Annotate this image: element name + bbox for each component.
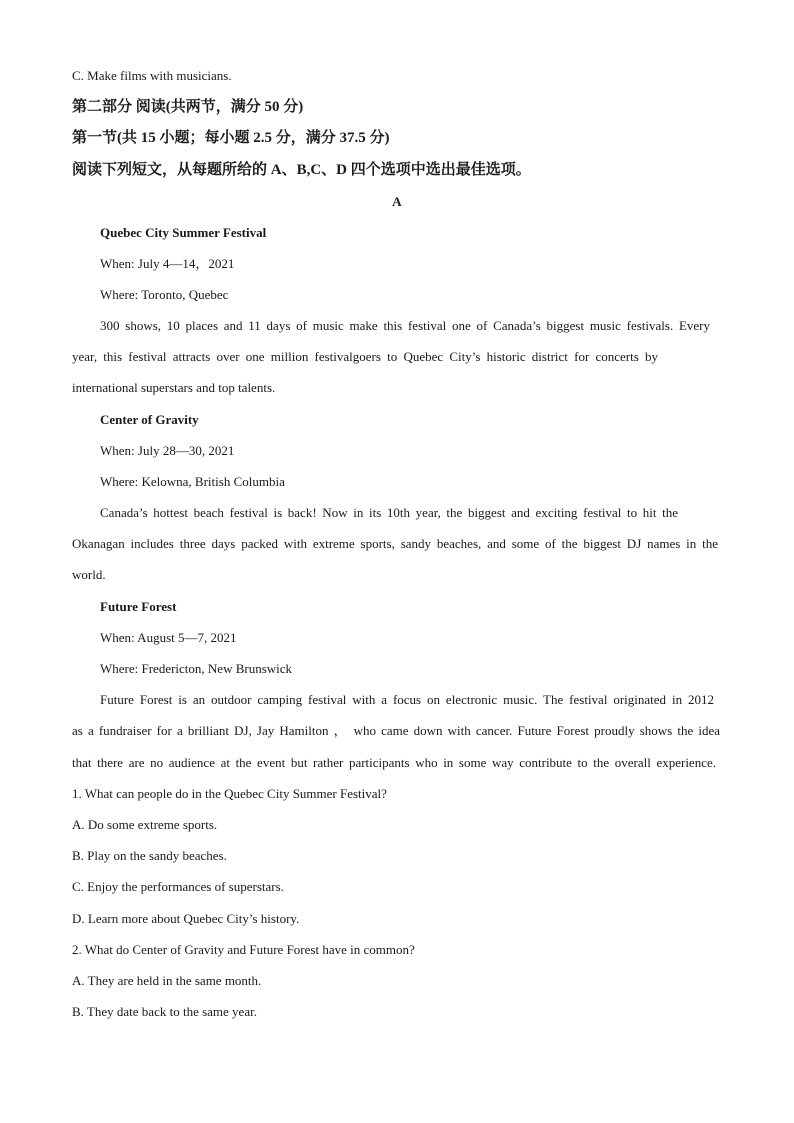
part-title: 第二部分 阅读(共两节，满分 50 分) xyxy=(72,99,304,115)
question-option: A. Do some extreme sports. xyxy=(72,817,218,832)
festival-desc-line: Okanagan includes three days packed with extreme sports, sandy beaches, and some of the biggest DJ names in the xyxy=(72,536,718,551)
question-option: D. Learn more about Quebec City’s history. xyxy=(72,911,300,926)
festival-desc-line: that there are no audience at the event but rather participants who in some way contribute to the overall experience. xyxy=(72,755,716,770)
festival-desc-line: international superstars and top talents. xyxy=(72,380,276,395)
previous-question-option-c: C. Make films with musicians. xyxy=(72,68,232,83)
question-stem: 2. What do Center of Gravity and Future Forest have in common? xyxy=(72,942,415,957)
festival-desc-line: 300 shows, 10 places and 11 days of music make this festival one of Canada’s biggest music festivals. Every xyxy=(100,318,710,333)
festival-name: Future Forest xyxy=(100,599,177,614)
question-option: C. Enjoy the performances of superstars. xyxy=(72,879,284,894)
subsection-title: 第一节(共 15 小题；每小题 2.5 分，满分 37.5 分) xyxy=(72,130,390,146)
festival-where: Where: Kelowna, British Columbia xyxy=(100,474,285,489)
festival-desc-line: as a fundraiser for a brilliant DJ, Jay Hamilton ， who came down with cancer. Future Forest proudly shows the idea xyxy=(72,723,720,738)
festival-desc-line: Canada’s hottest beach festival is back! Now in its 10th year, the biggest and exciting festival to hit the xyxy=(100,505,678,520)
festival-where: Where: Fredericton, New Brunswick xyxy=(100,661,293,676)
instruction: 阅读下列短文，从每题所给的 A、B,C、D 四个选项中选出最佳选项。 xyxy=(72,162,531,178)
festival-desc-line: Future Forest is an outdoor camping festival with a focus on electronic music. The festival originated in 2012 xyxy=(100,692,714,707)
festival-name: Quebec City Summer Festival xyxy=(100,225,267,240)
question-stem: 1. What can people do in the Quebec City Summer Festival? xyxy=(72,786,387,801)
question-option: B. Play on the sandy beaches. xyxy=(72,848,227,863)
passage-label: A xyxy=(392,194,402,209)
question-option: B. They date back to the same year. xyxy=(72,1004,257,1019)
festival-name: Center of Gravity xyxy=(100,412,199,427)
festival-when: When: August 5—7, 2021 xyxy=(100,630,237,645)
festival-desc-line: year, this festival attracts over one million festivalgoers to Quebec City’s historic district for concerts by xyxy=(72,349,658,364)
festival-where: Where: Toronto, Quebec xyxy=(100,287,229,302)
festival-when: When: July 28—30, 2021 xyxy=(100,443,235,458)
festival-when: When: July 4—14，2021 xyxy=(100,256,235,271)
festival-desc-line: world. xyxy=(72,567,106,582)
question-option: A. They are held in the same month. xyxy=(72,973,262,988)
